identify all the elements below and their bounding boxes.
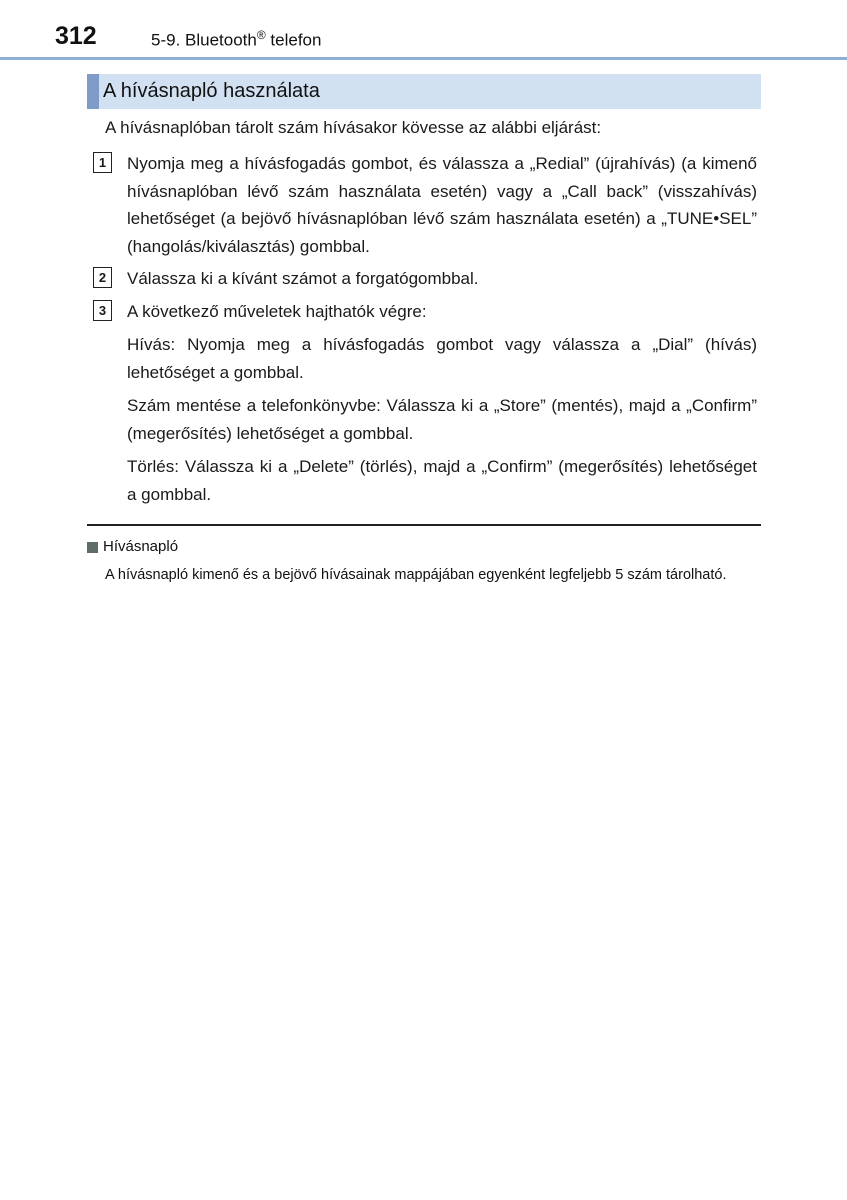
section-heading-text: A hívásnapló használata: [103, 80, 320, 102]
step-number-badge: 1: [93, 152, 112, 173]
chapter-title: [151, 28, 321, 51]
sub-paragraph-call: Hívás: Nyomja meg a hívásfogadás gombot vagy válassza a „Dial” (hívás) lehetőséget a gombbal.: [127, 335, 757, 382]
step-text: A következő műveletek hajthatók végre:: [127, 302, 427, 321]
chapter-title-suffix: telefon: [265, 30, 322, 50]
note-title: Hívásnapló: [103, 538, 179, 555]
section-heading: [87, 74, 761, 109]
step-2: [93, 265, 757, 293]
step-3: [93, 298, 757, 326]
sub-paragraph-store: Szám mentése a telefonkönyvbe: Válassza ki a „Store” (mentés), majd a „Confirm” (megerősítés) lehetőséget a gombbal.: [127, 396, 757, 443]
step-number-badge: 3: [93, 300, 112, 321]
step-1: [93, 150, 757, 260]
header-rule: [0, 57, 847, 60]
registered-mark: ®: [256, 28, 266, 42]
step-number-badge: 2: [93, 267, 112, 288]
note-body: A hívásnapló kimenő és a bejövő hívásainak mappájában egyenként legfeljebb 5 szám tárolható.: [105, 567, 727, 583]
section-divider: [87, 524, 761, 526]
note-square-icon: [87, 542, 98, 553]
sub-paragraph-delete: Törlés: Válassza ki a „Delete” (törlés), majd a „Confirm” (megerősítés) lehetőséget a gombbal.: [127, 457, 757, 504]
page-number: 312: [55, 22, 97, 50]
step-text: Válassza ki a kívánt számot a forgatógombbal.: [127, 269, 479, 288]
step-text: Nyomja meg a hívásfogadás gombot, és válassza a „Redial” (újrahívás) (a kimenő hívásnaplóban lévő szám használata esetén) vagy a „Call back” (visszahívás) lehetőséget (a bejövő hívásnaplóban lévő szám használata esetén) a „TUNE•SEL” (hangolás/kiválasztás) gombbal.: [127, 154, 757, 256]
chapter-title-text: 5-9. Bluetooth: [151, 30, 257, 50]
intro-text: A hívásnaplóban tárolt szám hívásakor kövesse az alábbi eljárást:: [105, 118, 602, 137]
